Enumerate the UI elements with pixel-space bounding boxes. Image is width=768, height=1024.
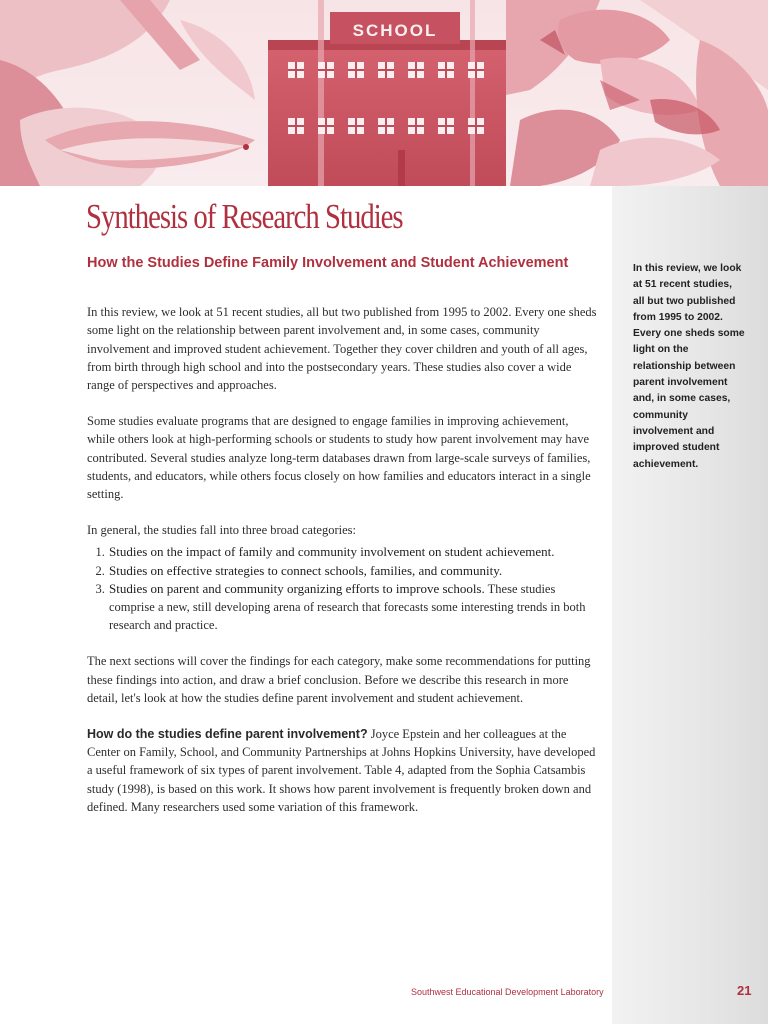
sidebar-pull-quote: In this review, we look at 51 recent studies, all but two published from 1995 to 2002. Every one sheds some light on the relationship between parent involvement and, in some cases, community involvement and improved student achievement. [633, 263, 745, 470]
paragraph-4: The next sections will cover the findings for each category, make some recommendations for putting these findings into action, and draw a brief conclusion. Before we describe this research in more detail, let's look at how the studies define parent involvement and student achievement. [87, 654, 591, 705]
paragraph-2: Some studies evaluate programs that are designed to engage families in improving achievement, while others look at high-performing schools or students to study how parent involvement may have contributed. Several studies analyze long-term databases drawn from large-scale surveys of families, students, and educators, while others focus closely on how families and educators interact in a single setting. [87, 413, 591, 502]
list-item [108, 543, 597, 561]
list-item [108, 580, 597, 635]
paragraph-lead-in: How do the studies define parent involvement? [87, 726, 368, 741]
list-item-text: These studies comprise a new, still developing arena of research that forecasts some interesting trends in both research and practice. [109, 581, 586, 633]
page-title: Synthesis of Research Studies [86, 197, 403, 236]
paragraph-1: In this review, we look at 51 recent studies, all but two published from 1995 to 2002. Every one sheds some light on the relationship between parent involvement and, in some cases, community involvement and improved student achievement. Together they cover children and youth of all ages, from birth through high school and into the postsecondary years. These studies also cover a wide range of perspectives and approaches. [87, 305, 597, 393]
list-item-title: Studies on effective strategies to connect schools, families, and community. [109, 562, 503, 578]
list-item [108, 562, 597, 580]
school-sign-text: SCHOOL [352, 21, 438, 40]
list-item-title: Studies on parent and community organizing efforts to improve schools. [109, 580, 485, 596]
header-illustration [0, 0, 768, 186]
section-heading: How the Studies Define Family Involvement and Student Achievement [87, 255, 569, 271]
paragraph-5 [87, 725, 597, 816]
main-text [87, 303, 597, 834]
categories-list [87, 543, 597, 634]
page-number: 21 [737, 983, 752, 998]
paragraph-3: In general, the studies fall into three broad categories: [87, 522, 356, 537]
list-item-title: Studies on the impact of family and community involvement on student achievement. [109, 544, 555, 560]
footer-publisher: Southwest Educational Development Laboratory [411, 987, 604, 997]
paragraph-5-body: Joyce Epstein and her colleagues at the Center on Family, School, and Community Partnerships at Johns Hopkins University, have developed a useful framework of six types of parent involvement. Table 4, adapted from the Sophia Catsambis study (1998), is based on this work. It shows how parent involvement is frequently broken down and defined. Many researchers used some variation of this framework. [87, 726, 596, 814]
